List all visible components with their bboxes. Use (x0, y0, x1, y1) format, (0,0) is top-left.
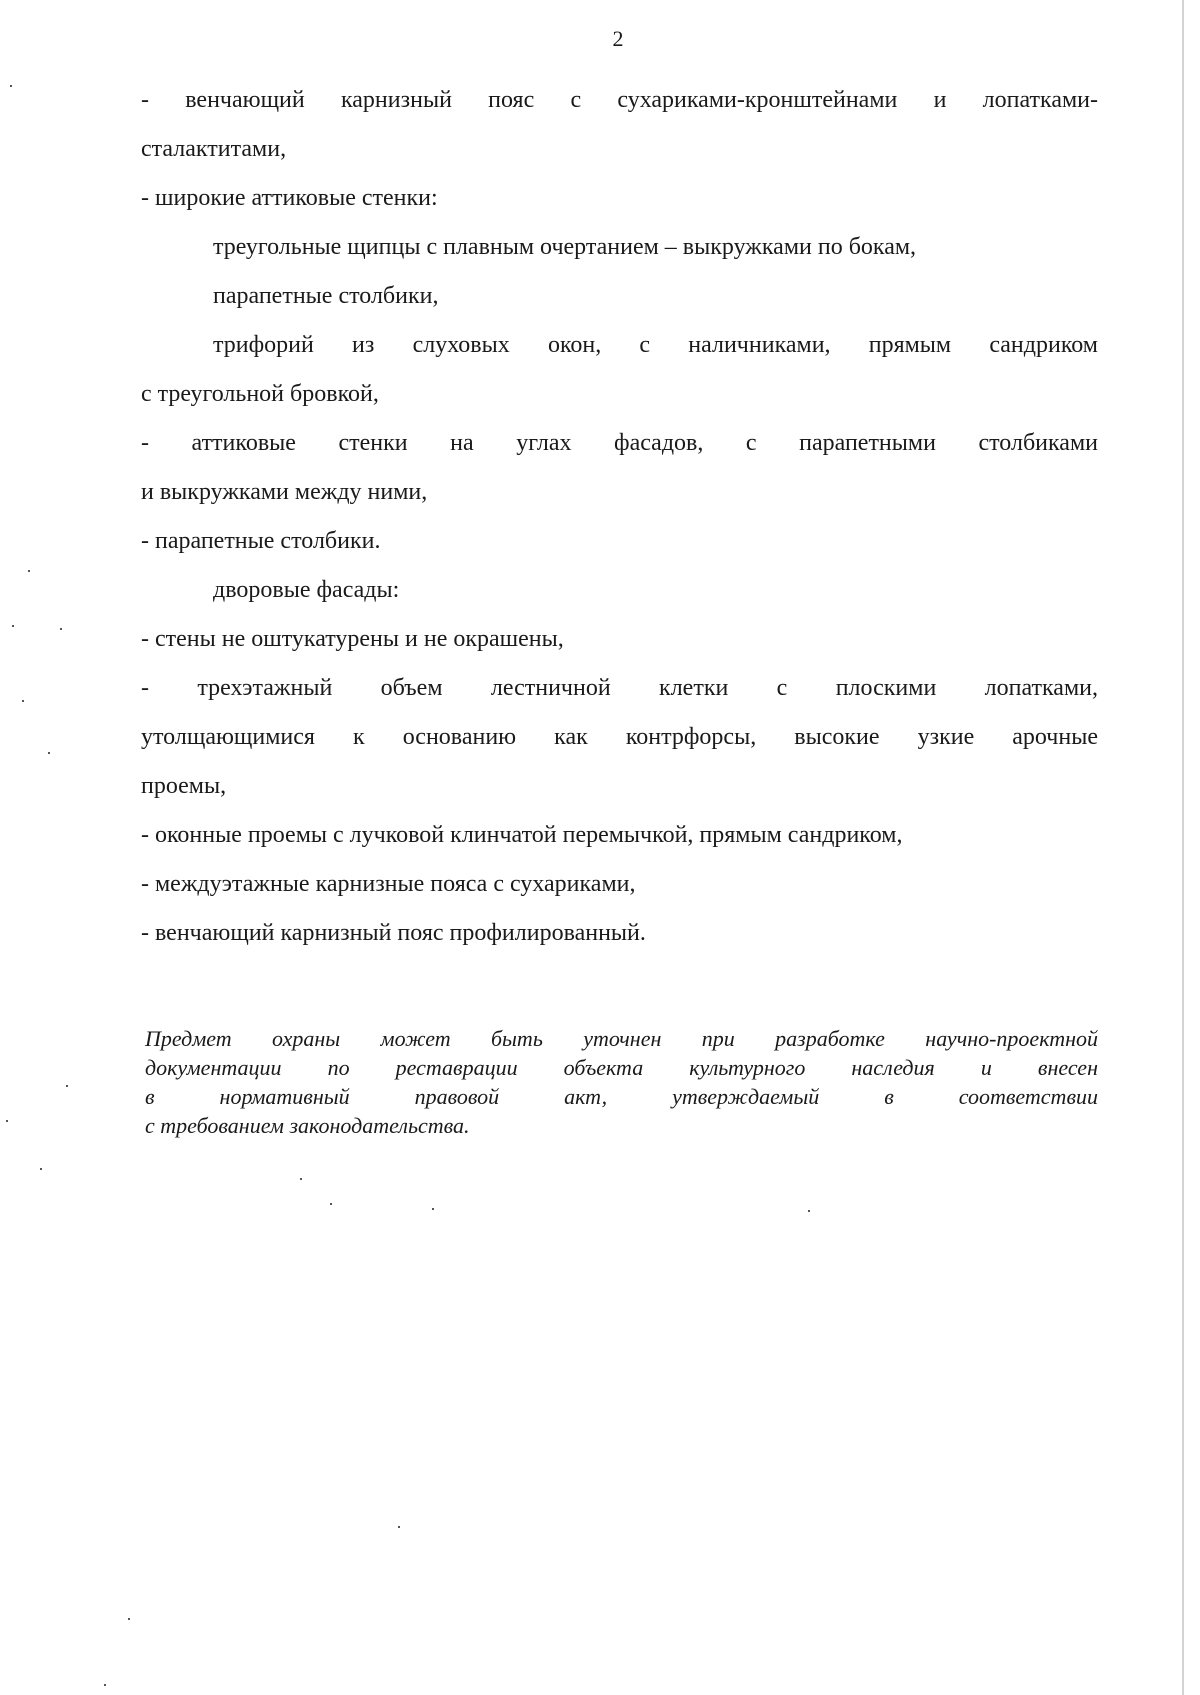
list-item-line: парапетные столбики, (213, 283, 439, 309)
protection-subject-list (141, 76, 1098, 958)
scan-speck (6, 1120, 8, 1122)
list-item-line: утолщающимися к основанию как контрфорсы, высокие узкие арочные (141, 724, 1098, 750)
scan-speck (66, 1085, 68, 1087)
scan-speck (22, 700, 24, 702)
scan-speck (432, 1208, 434, 1210)
scan-speck (330, 1203, 332, 1205)
list-item-line: - междуэтажные карнизные пояса с сухариками, (141, 871, 636, 897)
section-heading: дворовые фасады: (213, 577, 400, 603)
scan-speck (40, 1168, 42, 1170)
scan-speck (28, 570, 30, 572)
list-item-line: - аттиковые стенки на углах фасадов, с парапетными столбиками (141, 430, 1098, 456)
scan-speck (12, 625, 14, 627)
list-item-line: - венчающий карнизный пояс с сухариками-кронштейнами и лопатками- (141, 87, 1098, 113)
note-line: в нормативный правовой акт, утверждаемый в соответствии (145, 1084, 1098, 1109)
scan-speck (48, 752, 50, 754)
scan-speck (128, 1618, 130, 1620)
list-item-line: с треугольной бровкой, (141, 381, 379, 407)
list-item-line: - венчающий карнизный пояс профилированный. (141, 920, 646, 946)
list-item-line: и выкружками между ними, (141, 479, 428, 505)
list-item-line: треугольные щипцы с плавным очертанием – выкружками по бокам, (213, 234, 917, 260)
note-line: Предмет охраны может быть уточнен при разработке научно-проектной (145, 1026, 1098, 1051)
note-line: с требованием законодательства. (145, 1113, 470, 1138)
note-paragraph (145, 1024, 1098, 1140)
scan-speck (808, 1210, 810, 1212)
list-item-line: - оконные проемы с лучковой клинчатой перемычкой, прямым сандриком, (141, 822, 903, 848)
list-item-line: - трехэтажный объем лестничной клетки с плоскими лопатками, (141, 675, 1098, 701)
scan-speck (398, 1526, 400, 1528)
list-item-line: проемы, (141, 773, 227, 799)
list-item-line: - широкие аттиковые стенки: (141, 185, 438, 211)
page-number: 2 (612, 26, 624, 51)
list-item-line: сталактитами, (141, 136, 287, 162)
list-item-line: трифорий из слуховых окон, с наличниками, прямым сандриком (213, 332, 1098, 358)
list-item-line: - парапетные столбики. (141, 528, 381, 554)
list-item-line: - стены не оштукатурены и не окрашены, (141, 626, 564, 652)
scan-speck (300, 1178, 302, 1180)
scan-edge-line (1182, 0, 1184, 1695)
scan-speck (60, 628, 62, 630)
note-line: документации по реставрации объекта культурного наследия и внесен (145, 1055, 1098, 1080)
scan-speck (104, 1684, 106, 1686)
scan-speck (10, 85, 12, 87)
